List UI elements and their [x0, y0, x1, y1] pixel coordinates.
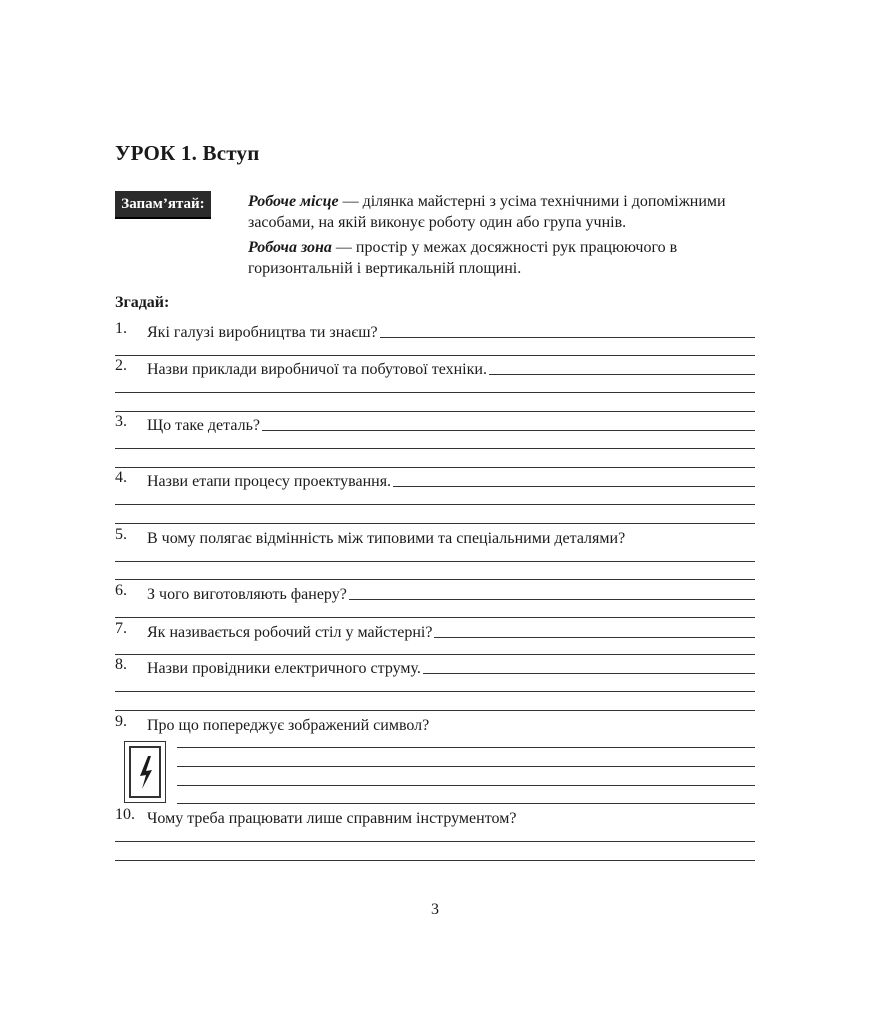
- answer-line[interactable]: [115, 392, 755, 393]
- answer-line[interactable]: [177, 785, 755, 786]
- question-number: 8.: [115, 656, 127, 673]
- answer-line[interactable]: [262, 430, 755, 431]
- question-number: 3.: [115, 413, 127, 430]
- answer-line[interactable]: [115, 860, 755, 861]
- question-text: Про що попереджує зображений символ?: [147, 717, 430, 734]
- question-8: [115, 656, 755, 678]
- answer-line[interactable]: [115, 355, 755, 356]
- question-number: 5.: [115, 526, 127, 543]
- question-10: [115, 806, 755, 828]
- question-number: 7.: [115, 620, 127, 637]
- answer-line[interactable]: [115, 504, 755, 505]
- question-5: [115, 526, 755, 548]
- answer-line[interactable]: [423, 673, 755, 674]
- definition-term: Робоча зона: [248, 239, 332, 256]
- definition-text: — ділянка майстерні з усіма технічними і допоміжними засобами, на якій виконує роботу один або група учнів.: [248, 193, 726, 231]
- question-number: 1.: [115, 320, 127, 337]
- answer-line[interactable]: [115, 523, 755, 524]
- definition-term: Робоче місце: [248, 193, 339, 210]
- question-number: 10.: [115, 806, 135, 823]
- question-number: 9.: [115, 713, 127, 730]
- question-text: Назви приклади виробничої та побутової техніки.: [147, 361, 487, 378]
- question-3: [115, 413, 755, 435]
- answer-line[interactable]: [115, 579, 755, 580]
- question-2: [115, 357, 755, 379]
- answer-line[interactable]: [115, 710, 755, 711]
- answer-line[interactable]: [434, 637, 755, 638]
- answer-line[interactable]: [115, 841, 755, 842]
- question-number: 4.: [115, 469, 127, 486]
- question-7: [115, 620, 755, 642]
- question-number: 2.: [115, 357, 127, 374]
- answer-line[interactable]: [177, 766, 755, 767]
- question-6: [115, 582, 755, 604]
- answer-line[interactable]: [489, 374, 755, 375]
- answer-line[interactable]: [115, 411, 755, 412]
- answer-line[interactable]: [115, 691, 755, 692]
- question-number: 6.: [115, 582, 127, 599]
- answer-line[interactable]: [115, 448, 755, 449]
- answer-line[interactable]: [177, 747, 755, 748]
- question-9: [115, 713, 755, 735]
- answer-line[interactable]: [115, 467, 755, 468]
- answer-line[interactable]: [115, 561, 755, 562]
- answer-line[interactable]: [349, 599, 755, 600]
- definition-workplace: [248, 191, 768, 233]
- lesson-title: УРОК 1. Вступ: [115, 141, 260, 165]
- answer-line[interactable]: [177, 803, 755, 804]
- question-text: Як називається робочий стіл у майстерні?: [147, 624, 433, 641]
- definition-text: — простір у межах досяжності рук працюючого в горизонтальній і вертикальній площині.: [248, 239, 678, 277]
- answer-line[interactable]: [115, 654, 755, 655]
- remember-badge: Запам’ятай:: [115, 191, 211, 219]
- question-text: Чому треба працювати лише справним інструментом?: [147, 810, 517, 827]
- question-text: Назви провідники електричного струму.: [147, 660, 421, 677]
- electrical-hazard-symbol: [124, 741, 166, 803]
- question-text: Назви етапи процесу проектування.: [147, 473, 392, 490]
- question-text: Що таке деталь?: [147, 417, 260, 434]
- recall-heading: Згадай:: [115, 294, 170, 311]
- page-number: 3: [431, 901, 439, 918]
- definition-work-zone: [248, 237, 768, 279]
- answer-line[interactable]: [393, 486, 755, 487]
- question-1: [115, 320, 755, 342]
- lightning-hazard-icon: [131, 748, 161, 798]
- question-text: З чого виготовляють фанеру?: [147, 586, 347, 603]
- question-text: В чому полягає відмінність між типовими та спеціальними деталями?: [147, 530, 626, 547]
- answer-line[interactable]: [380, 337, 755, 338]
- question-text: Які галузі виробництва ти знаєш?: [147, 324, 378, 341]
- answer-line[interactable]: [115, 617, 755, 618]
- question-4: [115, 469, 755, 491]
- symbol-frame: [129, 746, 161, 798]
